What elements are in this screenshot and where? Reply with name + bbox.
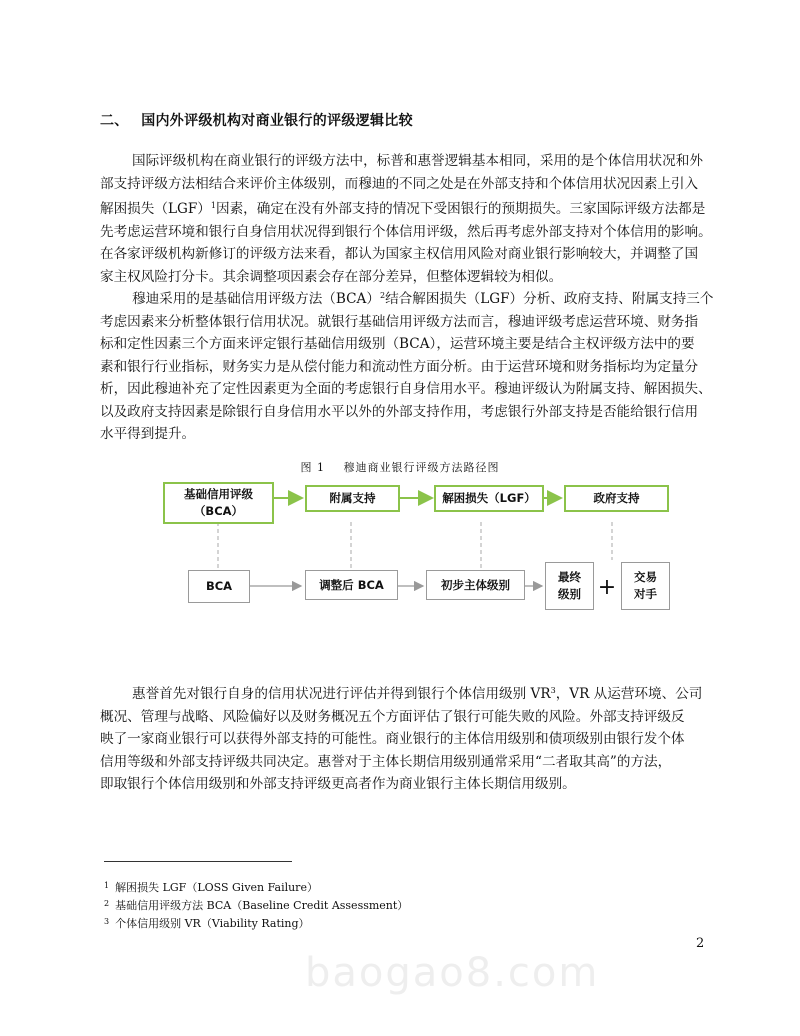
- paragraph-line: 部支持评级方法相结合来评价主体级别，而穆迪的不同之处是在外部支持和个体信用状况因素上引入: [100, 175, 699, 192]
- box-lgf: 解困损失（LGF）: [434, 485, 544, 512]
- diagram-connectors: [0, 470, 800, 650]
- paragraph-line: 水平得到提升。: [100, 426, 196, 442]
- paragraph-line: 析，因此穆迪补充了定性因素更为全面的考虑银行自身信用水平。穆迪评级认为附属支持、解困损失、: [100, 381, 712, 397]
- page-number: 2: [696, 936, 705, 951]
- paragraph-line: 即取银行个体信用级别和外部支持评级更高者作为商业银行主体长期信用级别。: [100, 776, 576, 792]
- paragraph-line: 信用等级和外部支持评级共同决定。惠誉对于主体长期信用级别通常采用“二者取其高”的方法，: [100, 753, 672, 770]
- watermark: baogao8.com: [305, 950, 600, 996]
- figure-title: 穆迪商业银行评级方法路径图: [343, 461, 500, 474]
- paragraph-line: 先考虑运营环境和银行自身信用状况得到银行个体信用评级，然后再考虑外部支持对个体信用的影响。: [100, 223, 712, 240]
- paragraph-line: 国际评级机构在商业银行的评级方法中，标普和惠誉逻辑基本相同，采用的是个体信用状况和外: [132, 153, 703, 169]
- plus-sign: +: [597, 574, 617, 600]
- footnote-divider: [104, 861, 292, 862]
- paragraph-line: 解困损失（LGF）$^1$因素，确定在没有外部支持的情况下受困银行的预期损失。三家国际评级方法都是: [100, 201, 706, 217]
- box-affiliate-support: 附属支持: [305, 485, 400, 512]
- paragraph-line: 在各家评级机构新修订的评级方法来看，都认为国家主权信用风险对商业银行影响较大，并调整了国: [100, 246, 699, 262]
- paragraph-line: 家主权风险打分卡。其余调整项因素会存在部分差异，但整体逻辑较为相似。: [100, 268, 563, 285]
- paragraph-3: [100, 680, 705, 796]
- paragraph-1: [100, 150, 712, 288]
- box-bca-bottom: BCA: [188, 570, 250, 603]
- box-government-support: 政府支持: [564, 485, 669, 512]
- footnote-ref-1[interactable]: 1: [210, 201, 216, 210]
- paragraph-line: 标和定性因素三个方面来评定银行基础信用级别（BCA），运营环境主要是结合主权评级方法中的要: [100, 336, 695, 352]
- footnote-1: $^1$ 解困损失 LGF（LOSS Given Failure）: [104, 881, 318, 894]
- paragraph-line: 惠誉首先对银行自身的信用状况进行评估并得到银行个体信用级别 $VR^3$，VR 从运营环境、公司: [132, 686, 703, 702]
- box-bca-top: 基础信用评级 （BCA）: [163, 482, 274, 524]
- box-counterparty: 交易 对手: [621, 562, 670, 610]
- footnote-ref-3[interactable]: 3: [550, 686, 556, 695]
- box-adjusted-bca: 调整后 BCA: [305, 570, 398, 600]
- paragraph-line: 概况、管理与战略、风险偏好以及财务概况五个方面评估了银行可能失败的风险。外部支持评级反: [100, 708, 685, 725]
- paragraph-line: 穆迪采用的是基础信用评级方法（BCA）$^2$结合解困损失（LGF）分析、政府支持、附属支持三个: [132, 291, 714, 307]
- box-final-rating: 最终 级别: [545, 562, 594, 610]
- footnote-ref-2[interactable]: 2: [379, 291, 386, 300]
- section-number: 二、: [100, 113, 129, 129]
- paragraph-line: 映了一家商业银行可以获得外部支持的可能性。商业银行的主体信用级别和债项级别由银行发个体: [100, 731, 685, 747]
- section-heading: [100, 110, 413, 130]
- section-title: 国内外评级机构对商业银行的评级逻辑比较: [141, 113, 413, 129]
- box-preliminary-rating: 初步主体级别: [426, 570, 525, 600]
- footnote-3: $^3$ 个体信用级别 VR（Viability Rating）: [104, 917, 310, 930]
- paragraph-line: 以及政府支持因素是除银行自身信用水平以外的外部支持作用，考虑银行外部支持是否能给银行信用: [100, 403, 699, 420]
- paragraph-line: 素和银行行业指标，财务实力是从偿付能力和流动性方面分析。由于运营环境和财务指标均为定量分: [100, 358, 699, 375]
- paragraph-line: 考虑因素来分析整体银行信用状况。就银行基础信用评级方法而言，穆迪评级考虑运营环境、财务指: [100, 313, 699, 330]
- footnote-2: $^2$ 基础信用评级方法 BCA（Baseline Credit Assessment）: [104, 899, 409, 912]
- figure-number: 图 1: [300, 461, 325, 474]
- paragraph-2: [100, 285, 714, 446]
